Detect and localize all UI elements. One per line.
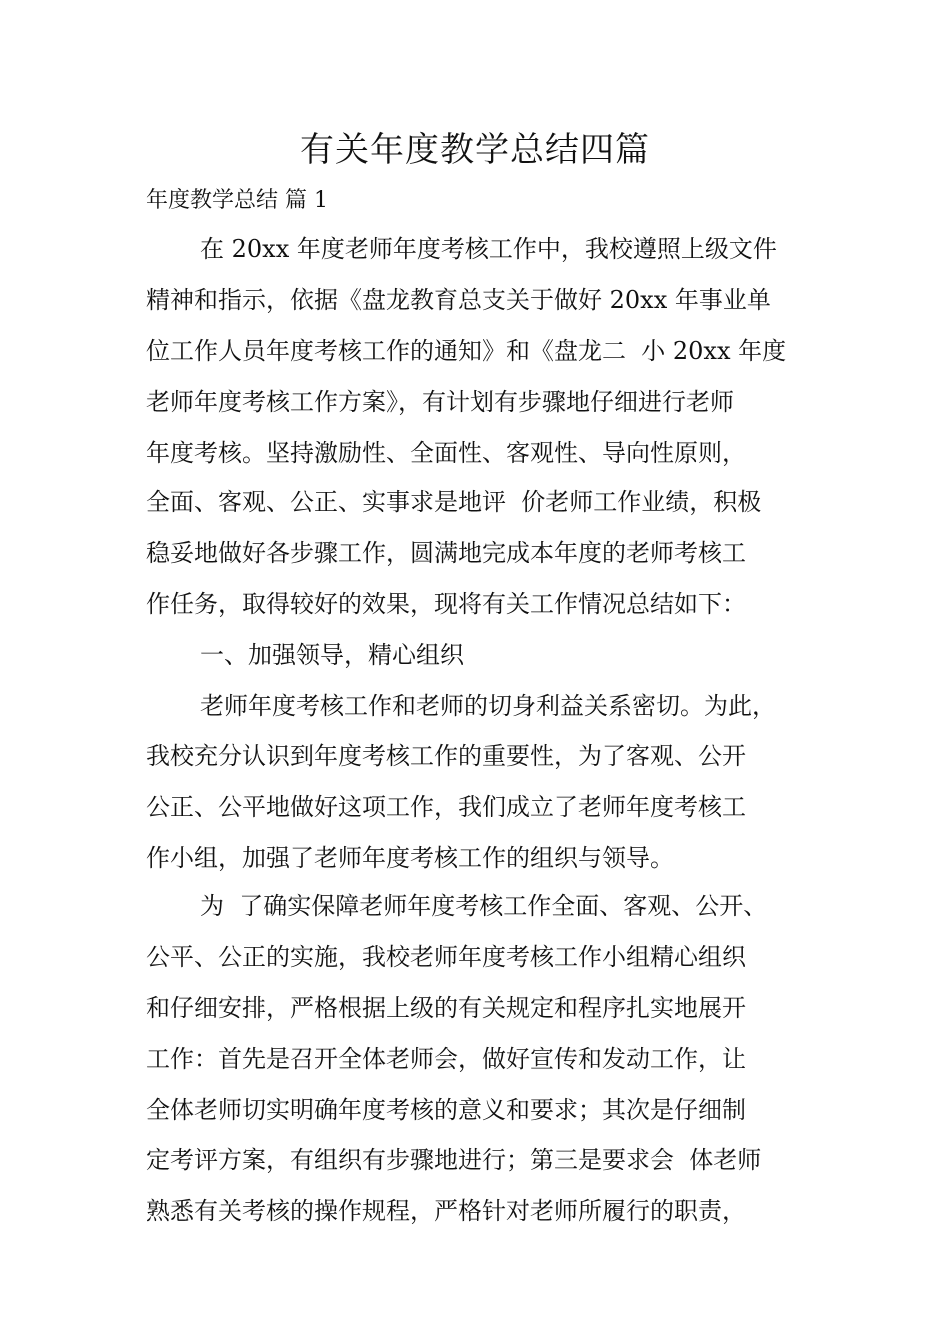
text-line: 定考评方案，有组织有步骤地进行；第三是要求会 体老师 <box>146 1146 762 1174</box>
text-line: 为 了确实保障老师年度考核工作全面、客观、公开、 <box>200 892 768 920</box>
text-line: 和仔细安排，严格根据上级的有关规定和程序扎实地展开 <box>146 994 746 1022</box>
text-line: 全面、客观、公正、实事求是地评 价老师工作业绩，积极 <box>146 488 762 516</box>
text-line: 熟悉有关考核的操作规程，严格针对老师所履行的职责， <box>146 1197 746 1225</box>
text-line: 公平、公正的实施，我校老师年度考核工作小组精心组织 <box>146 943 746 971</box>
text-line: 精神和指示，依据《盘龙教育总支关于做好 20xx 年事业单 <box>146 286 771 314</box>
text-line: 全体老师切实明确年度考核的意义和要求；其次是仔细制 <box>146 1096 746 1124</box>
text-line: 我校充分认识到年度考核工作的重要性，为了客观、公开 <box>146 742 746 770</box>
text-line: 作小组，加强了老师年度考核工作的组织与领导。 <box>146 844 674 872</box>
text-line: 老师年度考核工作方案》，有计划有步骤地仔细进行老师 <box>146 388 734 416</box>
text-line: 年度考核。坚持激励性、全面性、客观性、导向性原则， <box>146 439 746 467</box>
text-line: 作任务，取得较好的效果，现将有关工作情况总结如下： <box>146 590 746 618</box>
text-line: 在 20xx 年度老师年度考核工作中，我校遵照上级文件 <box>200 235 777 263</box>
text-line: 稳妥地做好各步骤工作，圆满地完成本年度的老师考核工 <box>146 539 746 567</box>
document-title: 有关年度教学总结四篇 <box>300 130 650 170</box>
text-line: 公正、公平地做好这项工作，我们成立了老师年度考核工 <box>146 793 746 821</box>
text-line: 位工作人员年度考核工作的通知》和《盘龙二 小 20xx 年度 <box>146 337 787 365</box>
section-subtitle: 年度教学总结 篇 1 <box>146 188 328 213</box>
text-line: 老师年度考核工作和老师的切身利益关系密切。为此， <box>200 692 776 720</box>
section-heading: 一、加强领导，精心组织 <box>200 641 464 669</box>
text-line: 工作：首先是召开全体老师会，做好宣传和发动工作，让 <box>146 1045 746 1073</box>
